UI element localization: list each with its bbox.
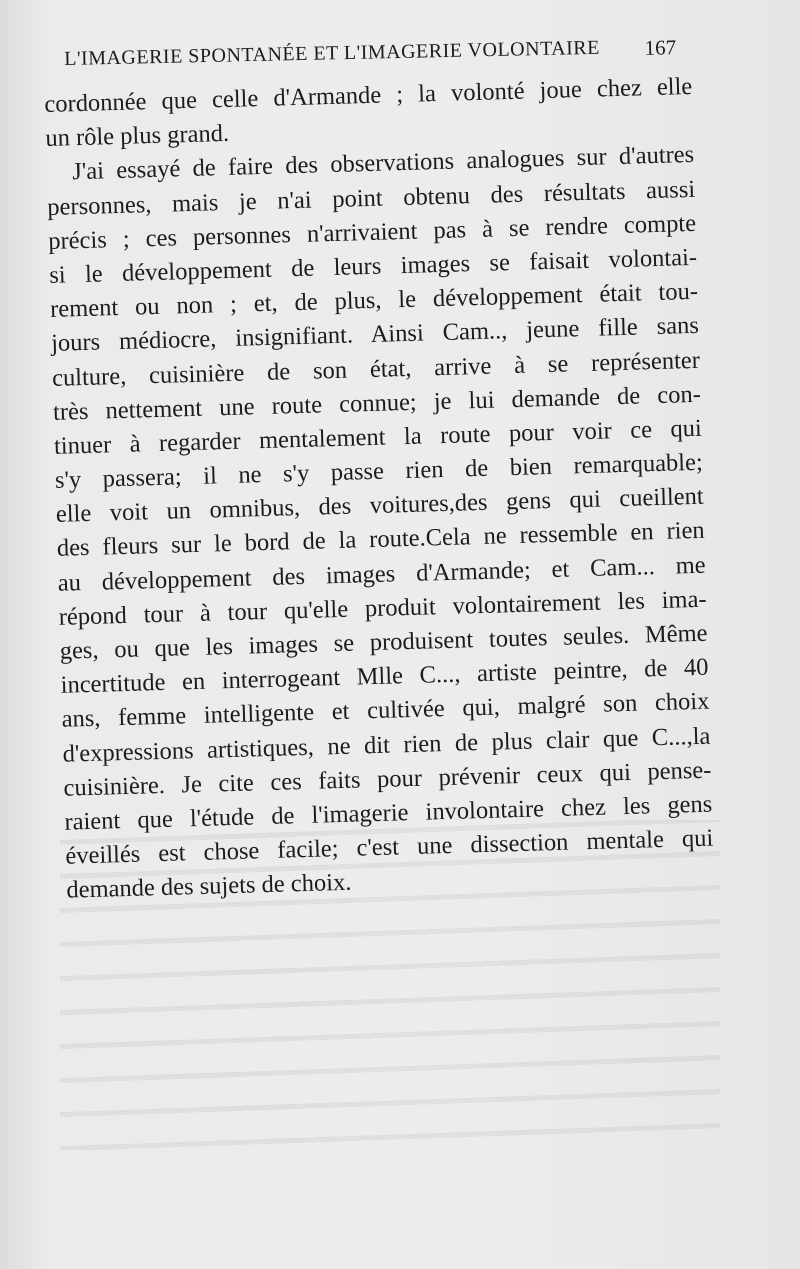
text-line: tinuer à regarder mentalement la route pour voir ce qui — [53, 414, 703, 460]
text-line: au développement des images d'Armande; et Cam... me — [57, 551, 706, 597]
text-line: J'ai essayé de faire des observations analogues sur d'autres — [71, 141, 695, 186]
running-head — [64, 35, 676, 78]
text-line: ges, ou que les images se produisent toutes seules. Même — [59, 619, 708, 665]
text-line: demande des sujets de choix. — [66, 869, 352, 904]
text-line: éveillés est chose facile; c'est une dissection mentale qui — [65, 824, 714, 870]
running-head-title: L'IMAGERIE SPONTANÉE ET L'IMAGERIE VOLONTAIRE — [64, 36, 601, 70]
text-line: précis ; ces personnes n'arrivaient pas à se rendre compte — [47, 209, 697, 255]
text-line: si le développement de leurs images se faisait volontai- — [48, 243, 698, 289]
text-line: répond tour à tour qu'elle produit volontairement les ima- — [58, 585, 707, 631]
body-text — [44, 70, 715, 908]
text-line: d'expressions artistiques, ne dit rien de plus clair que C...,la — [62, 722, 711, 768]
text-line: un rôle plus grand. — [45, 120, 230, 153]
text-line: très nettement une route connue; je lui demande de con- — [52, 380, 702, 426]
text-line: des fleurs sur le bord de la route.Cela ne ressemble en rien — [56, 517, 705, 563]
text-line: cordonnée que celle d'Armande ; la volonté joue chez elle — [44, 72, 693, 118]
text-line: cuisinière. Je cite ces faits pour prévenir ceux qui pense- — [63, 756, 712, 802]
text-line: jours médiocre, insignifiant. Ainsi Cam.., jeune fille sans — [50, 312, 700, 358]
text-line: incertitude en interrogeant Mlle C..., artiste peintre, de 40 — [60, 653, 709, 699]
text-line: elle voit un omnibus, des voitures,des gens qui cueillent — [55, 482, 705, 529]
text-line: raient que l'étude de l'imagerie involontaire chez les gens — [64, 790, 713, 836]
text-line: rement ou non ; et, de plus, le développement était tou- — [49, 277, 699, 324]
page-number: 167 — [644, 35, 677, 60]
text-line: culture, cuisinière de son état, arrive à se représenter — [51, 346, 701, 392]
text-line: personnes, mais je n'ai point obtenu des résultats aussi — [46, 175, 696, 221]
text-line: s'y passera; il ne s'y passe rien de bien remarquable; — [54, 448, 704, 494]
text-line: ans, femme intelligente et cultivée qui, malgré son choix — [61, 688, 710, 734]
